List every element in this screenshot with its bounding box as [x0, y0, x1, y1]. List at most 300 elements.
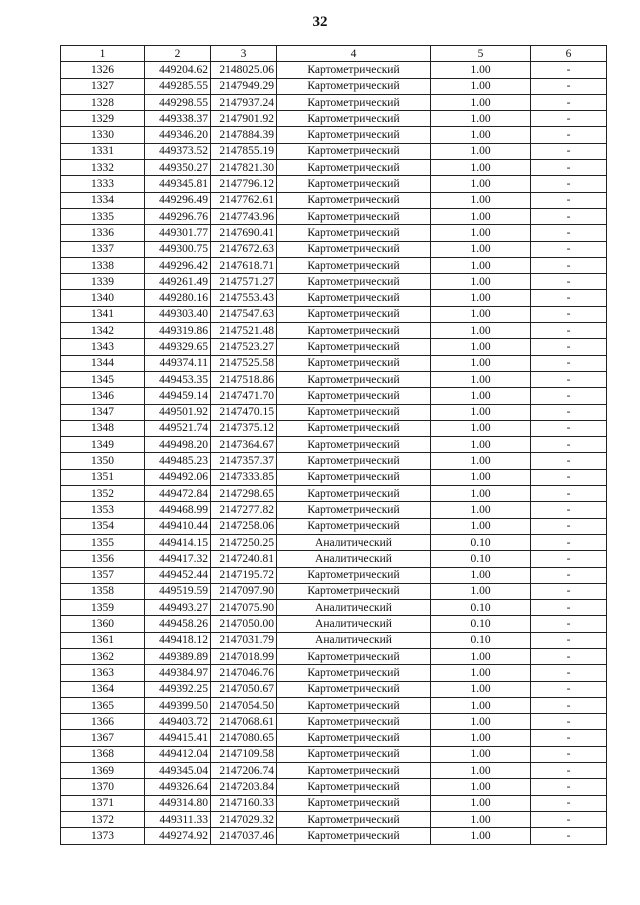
x-coordinate-cell: 449296.76	[145, 208, 211, 224]
description-cell: -	[531, 208, 607, 224]
point-number-cell: 1348	[61, 420, 145, 436]
column-header: 2	[145, 46, 211, 62]
table-row	[61, 600, 607, 616]
point-number-cell: 1352	[61, 486, 145, 502]
description-cell: -	[531, 811, 607, 827]
table-row	[61, 355, 607, 371]
accuracy-cell: 1.00	[431, 518, 531, 534]
y-coordinate-cell: 2147050.00	[211, 616, 277, 632]
y-coordinate-cell: 2147037.46	[211, 828, 277, 844]
method-cell: Картометрический	[277, 143, 431, 159]
point-number-cell: 1330	[61, 127, 145, 143]
method-cell: Картометрический	[277, 388, 431, 404]
y-coordinate-cell: 2147762.61	[211, 192, 277, 208]
method-cell: Картометрический	[277, 274, 431, 290]
y-coordinate-cell: 2147298.65	[211, 486, 277, 502]
x-coordinate-cell: 449485.23	[145, 453, 211, 469]
x-coordinate-cell: 449493.27	[145, 600, 211, 616]
method-cell: Аналитический	[277, 551, 431, 567]
accuracy-cell: 1.00	[431, 257, 531, 273]
method-cell: Картометрический	[277, 795, 431, 811]
table-row	[61, 62, 607, 78]
y-coordinate-cell: 2148025.06	[211, 62, 277, 78]
method-cell: Картометрический	[277, 665, 431, 681]
method-cell: Аналитический	[277, 600, 431, 616]
method-cell: Картометрический	[277, 208, 431, 224]
description-cell: -	[531, 551, 607, 567]
table-row	[61, 339, 607, 355]
accuracy-cell: 1.00	[431, 371, 531, 387]
x-coordinate-cell: 449415.41	[145, 730, 211, 746]
method-cell: Картометрический	[277, 681, 431, 697]
description-cell: -	[531, 453, 607, 469]
table-row	[61, 323, 607, 339]
y-coordinate-cell: 2147523.27	[211, 339, 277, 355]
description-cell: -	[531, 502, 607, 518]
table-row	[61, 567, 607, 583]
point-number-cell: 1336	[61, 225, 145, 241]
accuracy-cell: 0.10	[431, 600, 531, 616]
point-number-cell: 1329	[61, 111, 145, 127]
x-coordinate-cell: 449300.75	[145, 241, 211, 257]
table-row	[61, 143, 607, 159]
column-header: 3	[211, 46, 277, 62]
point-number-cell: 1368	[61, 746, 145, 762]
x-coordinate-cell: 449384.97	[145, 665, 211, 681]
accuracy-cell: 1.00	[431, 828, 531, 844]
x-coordinate-cell: 449492.06	[145, 469, 211, 485]
description-cell: -	[531, 730, 607, 746]
table-row	[61, 534, 607, 550]
method-cell: Картометрический	[277, 583, 431, 599]
y-coordinate-cell: 2147080.65	[211, 730, 277, 746]
point-number-cell: 1357	[61, 567, 145, 583]
table-row	[61, 730, 607, 746]
x-coordinate-cell: 449374.11	[145, 355, 211, 371]
table-row	[61, 779, 607, 795]
point-number-cell: 1356	[61, 551, 145, 567]
accuracy-cell: 1.00	[431, 453, 531, 469]
y-coordinate-cell: 2147821.30	[211, 160, 277, 176]
description-cell: -	[531, 583, 607, 599]
point-number-cell: 1331	[61, 143, 145, 159]
y-coordinate-cell: 2147855.19	[211, 143, 277, 159]
y-coordinate-cell: 2147357.37	[211, 453, 277, 469]
method-cell: Картометрический	[277, 290, 431, 306]
page-number: 32	[312, 14, 328, 30]
y-coordinate-cell: 2147054.50	[211, 697, 277, 713]
accuracy-cell: 1.00	[431, 78, 531, 94]
method-cell: Картометрический	[277, 225, 431, 241]
description-cell: -	[531, 681, 607, 697]
table-row	[61, 371, 607, 387]
x-coordinate-cell: 449345.81	[145, 176, 211, 192]
x-coordinate-cell: 449403.72	[145, 714, 211, 730]
accuracy-cell: 1.00	[431, 160, 531, 176]
x-coordinate-cell: 449519.59	[145, 583, 211, 599]
description-cell: -	[531, 241, 607, 257]
method-cell: Картометрический	[277, 111, 431, 127]
description-cell: -	[531, 779, 607, 795]
accuracy-cell: 1.00	[431, 437, 531, 453]
x-coordinate-cell: 449453.35	[145, 371, 211, 387]
y-coordinate-cell: 2147075.90	[211, 600, 277, 616]
table-body	[61, 62, 607, 844]
description-cell: -	[531, 795, 607, 811]
method-cell: Картометрический	[277, 241, 431, 257]
table-row	[61, 616, 607, 632]
point-number-cell: 1345	[61, 371, 145, 387]
table-row	[61, 665, 607, 681]
point-number-cell: 1362	[61, 648, 145, 664]
description-cell: -	[531, 176, 607, 192]
y-coordinate-cell: 2147109.58	[211, 746, 277, 762]
accuracy-cell: 1.00	[431, 420, 531, 436]
point-number-cell: 1347	[61, 404, 145, 420]
accuracy-cell: 1.00	[431, 811, 531, 827]
table-row	[61, 290, 607, 306]
table-row	[61, 78, 607, 94]
y-coordinate-cell: 2147796.12	[211, 176, 277, 192]
accuracy-cell: 1.00	[431, 192, 531, 208]
point-number-cell: 1328	[61, 94, 145, 110]
point-number-cell: 1372	[61, 811, 145, 827]
x-coordinate-cell: 449311.33	[145, 811, 211, 827]
accuracy-cell: 1.00	[431, 225, 531, 241]
description-cell: -	[531, 339, 607, 355]
x-coordinate-cell: 449521.74	[145, 420, 211, 436]
description-cell: -	[531, 111, 607, 127]
x-coordinate-cell: 449314.80	[145, 795, 211, 811]
point-number-cell: 1360	[61, 616, 145, 632]
y-coordinate-cell: 2147547.63	[211, 306, 277, 322]
accuracy-cell: 1.00	[431, 795, 531, 811]
table-row	[61, 111, 607, 127]
table-row	[61, 437, 607, 453]
method-cell: Картометрический	[277, 730, 431, 746]
y-coordinate-cell: 2147250.25	[211, 534, 277, 550]
accuracy-cell: 1.00	[431, 567, 531, 583]
x-coordinate-cell: 449417.32	[145, 551, 211, 567]
point-number-cell: 1335	[61, 208, 145, 224]
method-cell: Картометрический	[277, 257, 431, 273]
accuracy-cell: 1.00	[431, 111, 531, 127]
accuracy-cell: 1.00	[431, 714, 531, 730]
method-cell: Картометрический	[277, 78, 431, 94]
point-number-cell: 1341	[61, 306, 145, 322]
x-coordinate-cell: 449261.49	[145, 274, 211, 290]
table-row	[61, 828, 607, 844]
y-coordinate-cell: 2147018.99	[211, 648, 277, 664]
accuracy-cell: 1.00	[431, 355, 531, 371]
point-number-cell: 1339	[61, 274, 145, 290]
accuracy-cell: 1.00	[431, 94, 531, 110]
y-coordinate-cell: 2147364.67	[211, 437, 277, 453]
method-cell: Картометрический	[277, 697, 431, 713]
table-row	[61, 811, 607, 827]
accuracy-cell: 0.10	[431, 534, 531, 550]
table-row	[61, 518, 607, 534]
point-number-cell: 1327	[61, 78, 145, 94]
x-coordinate-cell: 449412.04	[145, 746, 211, 762]
point-number-cell: 1342	[61, 323, 145, 339]
point-number-cell: 1344	[61, 355, 145, 371]
point-number-cell: 1349	[61, 437, 145, 453]
method-cell: Картометрический	[277, 763, 431, 779]
point-number-cell: 1340	[61, 290, 145, 306]
method-cell: Картометрический	[277, 453, 431, 469]
y-coordinate-cell: 2147672.63	[211, 241, 277, 257]
method-cell: Картометрический	[277, 486, 431, 502]
method-cell: Картометрический	[277, 404, 431, 420]
description-cell: -	[531, 648, 607, 664]
description-cell: -	[531, 127, 607, 143]
table-row	[61, 94, 607, 110]
coordinates-table	[60, 45, 607, 845]
table-row	[61, 551, 607, 567]
point-number-cell: 1373	[61, 828, 145, 844]
table-row	[61, 420, 607, 436]
point-number-cell: 1369	[61, 763, 145, 779]
table-row	[61, 404, 607, 420]
description-cell: -	[531, 225, 607, 241]
y-coordinate-cell: 2147949.29	[211, 78, 277, 94]
y-coordinate-cell: 2147884.39	[211, 127, 277, 143]
point-number-cell: 1365	[61, 697, 145, 713]
y-coordinate-cell: 2147097.90	[211, 583, 277, 599]
point-number-cell: 1370	[61, 779, 145, 795]
method-cell: Картометрический	[277, 62, 431, 78]
table-row	[61, 469, 607, 485]
accuracy-cell: 1.00	[431, 208, 531, 224]
x-coordinate-cell: 449472.84	[145, 486, 211, 502]
x-coordinate-cell: 449389.89	[145, 648, 211, 664]
x-coordinate-cell: 449296.42	[145, 257, 211, 273]
x-coordinate-cell: 449459.14	[145, 388, 211, 404]
y-coordinate-cell: 2147068.61	[211, 714, 277, 730]
y-coordinate-cell: 2147571.27	[211, 274, 277, 290]
method-cell: Картометрический	[277, 714, 431, 730]
point-number-cell: 1358	[61, 583, 145, 599]
accuracy-cell: 0.10	[431, 632, 531, 648]
table-row	[61, 257, 607, 273]
table-row	[61, 453, 607, 469]
y-coordinate-cell: 2147240.81	[211, 551, 277, 567]
y-coordinate-cell: 2147525.58	[211, 355, 277, 371]
table-row	[61, 632, 607, 648]
description-cell: -	[531, 518, 607, 534]
table-row	[61, 160, 607, 176]
table-row	[61, 176, 607, 192]
point-number-cell: 1338	[61, 257, 145, 273]
accuracy-cell: 1.00	[431, 339, 531, 355]
method-cell: Картометрический	[277, 518, 431, 534]
accuracy-cell: 0.10	[431, 551, 531, 567]
description-cell: -	[531, 746, 607, 762]
y-coordinate-cell: 2147258.06	[211, 518, 277, 534]
point-number-cell: 1367	[61, 730, 145, 746]
x-coordinate-cell: 449303.40	[145, 306, 211, 322]
x-coordinate-cell: 449373.52	[145, 143, 211, 159]
method-cell: Картометрический	[277, 779, 431, 795]
method-cell: Картометрический	[277, 127, 431, 143]
y-coordinate-cell: 2147690.41	[211, 225, 277, 241]
y-coordinate-cell: 2147743.96	[211, 208, 277, 224]
table-row	[61, 763, 607, 779]
table-row	[61, 486, 607, 502]
y-coordinate-cell: 2147470.15	[211, 404, 277, 420]
y-coordinate-cell: 2147029.32	[211, 811, 277, 827]
x-coordinate-cell: 449329.65	[145, 339, 211, 355]
x-coordinate-cell: 449468.99	[145, 502, 211, 518]
table-row	[61, 127, 607, 143]
method-cell: Картометрический	[277, 160, 431, 176]
description-cell: -	[531, 665, 607, 681]
accuracy-cell: 1.00	[431, 502, 531, 518]
method-cell: Картометрический	[277, 306, 431, 322]
y-coordinate-cell: 2147333.85	[211, 469, 277, 485]
accuracy-cell: 1.00	[431, 648, 531, 664]
description-cell: -	[531, 534, 607, 550]
method-cell: Картометрический	[277, 420, 431, 436]
method-cell: Картометрический	[277, 323, 431, 339]
x-coordinate-cell: 449399.50	[145, 697, 211, 713]
x-coordinate-cell: 449410.44	[145, 518, 211, 534]
column-header: 6	[531, 46, 607, 62]
x-coordinate-cell: 449338.37	[145, 111, 211, 127]
accuracy-cell: 1.00	[431, 681, 531, 697]
y-coordinate-cell: 2147471.70	[211, 388, 277, 404]
accuracy-cell: 1.00	[431, 763, 531, 779]
y-coordinate-cell: 2147937.24	[211, 94, 277, 110]
method-cell: Картометрический	[277, 176, 431, 192]
accuracy-cell: 1.00	[431, 62, 531, 78]
description-cell: -	[531, 355, 607, 371]
point-number-cell: 1354	[61, 518, 145, 534]
accuracy-cell: 1.00	[431, 306, 531, 322]
point-number-cell: 1332	[61, 160, 145, 176]
x-coordinate-cell: 449274.92	[145, 828, 211, 844]
point-number-cell: 1355	[61, 534, 145, 550]
description-cell: -	[531, 486, 607, 502]
point-number-cell: 1326	[61, 62, 145, 78]
x-coordinate-cell: 449350.27	[145, 160, 211, 176]
method-cell: Картометрический	[277, 469, 431, 485]
method-cell: Картометрический	[277, 339, 431, 355]
point-number-cell: 1333	[61, 176, 145, 192]
table-row	[61, 225, 607, 241]
method-cell: Картометрический	[277, 811, 431, 827]
method-cell: Картометрический	[277, 567, 431, 583]
accuracy-cell: 1.00	[431, 404, 531, 420]
description-cell: -	[531, 616, 607, 632]
accuracy-cell: 1.00	[431, 127, 531, 143]
accuracy-cell: 1.00	[431, 274, 531, 290]
method-cell: Картометрический	[277, 828, 431, 844]
x-coordinate-cell: 449298.55	[145, 94, 211, 110]
accuracy-cell: 1.00	[431, 176, 531, 192]
x-coordinate-cell: 449458.26	[145, 616, 211, 632]
header-row	[61, 46, 607, 62]
table-row	[61, 795, 607, 811]
description-cell: -	[531, 306, 607, 322]
method-cell: Картометрический	[277, 437, 431, 453]
y-coordinate-cell: 2147206.74	[211, 763, 277, 779]
point-number-cell: 1363	[61, 665, 145, 681]
point-number-cell: 1366	[61, 714, 145, 730]
accuracy-cell: 1.00	[431, 665, 531, 681]
column-header: 1	[61, 46, 145, 62]
description-cell: -	[531, 600, 607, 616]
description-cell: -	[531, 697, 607, 713]
x-coordinate-cell: 449346.20	[145, 127, 211, 143]
accuracy-cell: 1.00	[431, 323, 531, 339]
x-coordinate-cell: 449204.62	[145, 62, 211, 78]
accuracy-cell: 1.00	[431, 241, 531, 257]
table-row	[61, 714, 607, 730]
table-row	[61, 306, 607, 322]
description-cell: -	[531, 160, 607, 176]
table-row	[61, 697, 607, 713]
x-coordinate-cell: 449285.55	[145, 78, 211, 94]
y-coordinate-cell: 2147277.82	[211, 502, 277, 518]
point-number-cell: 1359	[61, 600, 145, 616]
point-number-cell: 1353	[61, 502, 145, 518]
point-number-cell: 1371	[61, 795, 145, 811]
y-coordinate-cell: 2147195.72	[211, 567, 277, 583]
description-cell: -	[531, 420, 607, 436]
method-cell: Аналитический	[277, 616, 431, 632]
point-number-cell: 1334	[61, 192, 145, 208]
description-cell: -	[531, 257, 607, 273]
description-cell: -	[531, 192, 607, 208]
x-coordinate-cell: 449280.16	[145, 290, 211, 306]
y-coordinate-cell: 2147518.86	[211, 371, 277, 387]
column-header: 4	[277, 46, 431, 62]
y-coordinate-cell: 2147046.76	[211, 665, 277, 681]
description-cell: -	[531, 371, 607, 387]
y-coordinate-cell: 2147901.92	[211, 111, 277, 127]
point-number-cell: 1364	[61, 681, 145, 697]
description-cell: -	[531, 323, 607, 339]
accuracy-cell: 1.00	[431, 290, 531, 306]
description-cell: -	[531, 388, 607, 404]
description-cell: -	[531, 469, 607, 485]
point-number-cell: 1361	[61, 632, 145, 648]
accuracy-cell: 1.00	[431, 779, 531, 795]
accuracy-cell: 1.00	[431, 697, 531, 713]
accuracy-cell: 1.00	[431, 486, 531, 502]
y-coordinate-cell: 2147050.67	[211, 681, 277, 697]
x-coordinate-cell: 449452.44	[145, 567, 211, 583]
table-row	[61, 583, 607, 599]
description-cell: -	[531, 404, 607, 420]
point-number-cell: 1350	[61, 453, 145, 469]
accuracy-cell: 1.00	[431, 143, 531, 159]
table-row	[61, 681, 607, 697]
accuracy-cell: 1.00	[431, 388, 531, 404]
y-coordinate-cell: 2147553.43	[211, 290, 277, 306]
y-coordinate-cell: 2147375.12	[211, 420, 277, 436]
description-cell: -	[531, 78, 607, 94]
table-row	[61, 388, 607, 404]
method-cell: Картометрический	[277, 746, 431, 762]
table-row	[61, 746, 607, 762]
description-cell: -	[531, 763, 607, 779]
y-coordinate-cell: 2147160.33	[211, 795, 277, 811]
accuracy-cell: 1.00	[431, 746, 531, 762]
table-row	[61, 192, 607, 208]
